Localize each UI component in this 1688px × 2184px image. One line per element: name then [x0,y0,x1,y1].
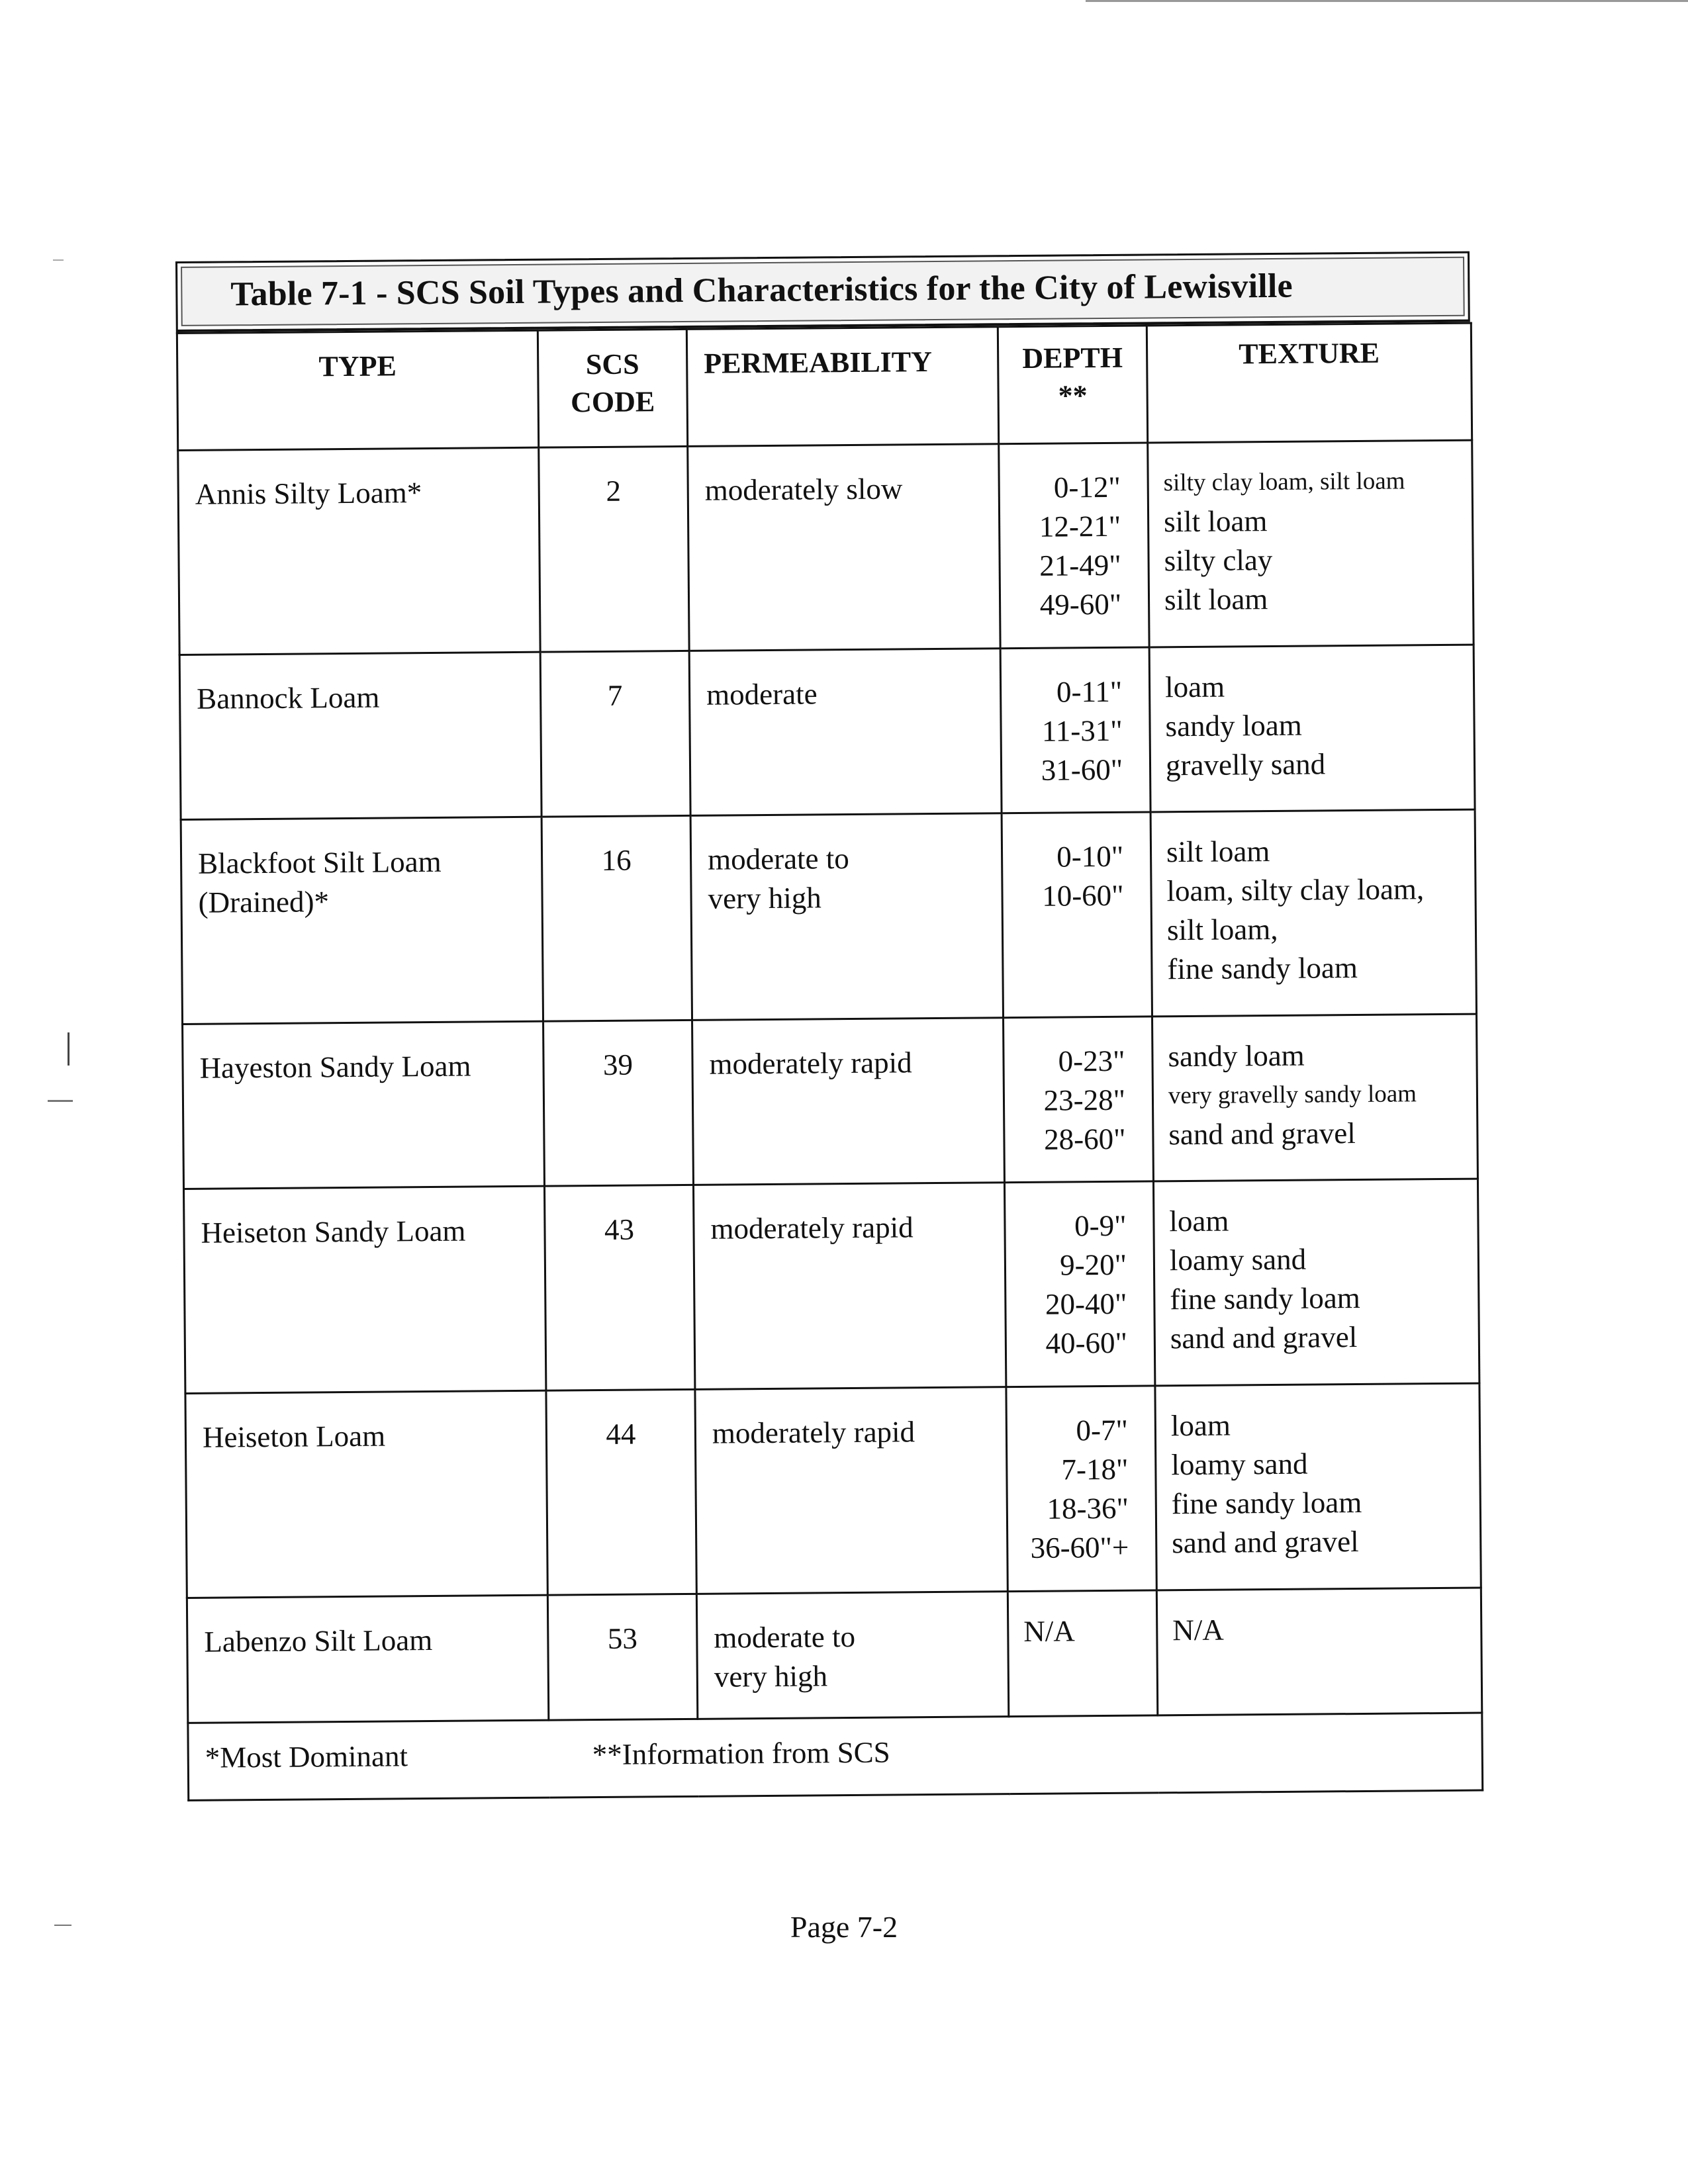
header-code-line1: SCS [585,347,639,381]
soil-type-cell-line: Annis Silty Loam* [195,476,422,511]
depth-cell [999,443,1149,649]
soil-type-cell [187,1595,548,1723]
depth-cell [1004,1181,1154,1387]
scan-margin-mark [68,1032,70,1066]
permeability-cell-line: moderately rapid [712,1415,915,1450]
depth-cell-line: 7-18" [1061,1452,1129,1486]
texture-cell-line: fine sandy loam [1167,951,1358,986]
page-number: Page 7-2 [790,1910,898,1944]
depth-cell-line: N/A [1023,1614,1075,1648]
footnote-cell [188,1713,1483,1800]
texture-cell-line: sand and gravel [1168,1116,1356,1152]
permeability-cell-line: moderate to [707,842,849,876]
texture-cell-line: loamy sand [1169,1242,1307,1277]
permeability-cell-line: moderate to [714,1619,856,1655]
depth-cell-line: 12-21" [1039,509,1121,543]
scs-code-cell: 53 [547,1594,697,1720]
soil-type-cell [184,1186,546,1393]
depth-cell-line: 0-12" [1053,470,1121,504]
table-body [178,440,1482,1723]
table-title: Table 7-1 - SCS Soil Types and Characteristics for the City of Lewisville [230,267,1293,314]
depth-cell-line: 0-9" [1074,1208,1127,1243]
texture-cell-line: loam [1170,1408,1231,1443]
scan-margin-mark [48,1100,73,1102]
depth-cell [1000,647,1150,813]
depth-cell [1006,1386,1156,1592]
header-code-line2: CODE [570,385,655,419]
texture-cell-line: silty clay loam, silt loam [1163,467,1405,497]
texture-cell-line: sand and gravel [1172,1525,1359,1560]
depth-cell [1002,812,1152,1018]
texture-cell-line: loam [1169,1204,1229,1238]
header-permeability: PERMEABILITY [686,327,998,447]
table-row [187,1588,1481,1723]
texture-cell-line: fine sandy loam [1170,1281,1360,1316]
soil-type-cell-line: Labenzo Silt Loam [204,1623,433,1659]
depth-cell-line: 0-23" [1058,1044,1125,1078]
soil-type-cell-line: Heiseton Sandy Loam [201,1214,466,1250]
permeability-cell [690,813,1003,1021]
depth-cell-line: 36-60"+ [1030,1530,1129,1565]
depth-cell-line: 0-7" [1076,1413,1129,1447]
depth-cell [1008,1590,1157,1717]
texture-cell [1153,1179,1479,1386]
texture-cell-line: N/A [1172,1613,1224,1647]
texture-cell-line: silt loam [1163,504,1268,539]
soil-type-cell [181,817,543,1024]
soil-type-cell-line: Hayeston Sandy Loam [199,1049,471,1085]
footnote-scs-info: **Information from SCS [592,1735,890,1772]
table-row [181,809,1476,1024]
scs-code-cell: 43 [544,1185,694,1390]
soil-table [176,322,1483,1801]
permeability-cell-line: very high [708,881,821,915]
footnote-most-dominant: *Most Dominant [205,1739,408,1774]
texture-cell [1148,440,1474,647]
texture-cell-line: silt loam, [1166,912,1278,947]
texture-cell [1152,1014,1478,1181]
scs-code-cell: 2 [539,446,689,652]
table-footnote-row [188,1713,1483,1800]
depth-cell-line: 18-36" [1047,1491,1129,1525]
texture-cell-line: loam, silty clay loam, [1166,872,1425,908]
texture-cell-line: loam [1164,670,1225,704]
texture-cell [1150,809,1476,1017]
table-row [185,1383,1481,1598]
permeability-cell [688,444,1000,651]
texture-cell-line: sandy loam [1168,1038,1305,1073]
table-row [183,1014,1478,1189]
header-depth [998,326,1147,444]
permeability-cell [696,1592,1008,1719]
depth-cell-line: 49-60" [1039,587,1122,621]
permeability-cell-line: very high [714,1659,828,1694]
soil-type-cell-line: Blackfoot Silt Loam [197,844,442,880]
soil-type-cell-line: Heiseton Loam [202,1419,386,1454]
scan-margin-mark [53,259,64,261]
header-texture: TEXTURE [1147,323,1472,443]
permeability-cell [693,1183,1006,1390]
depth-cell-line: 23-28" [1043,1083,1126,1117]
scan-edge-line [1086,0,1688,2]
header-type: TYPE [177,330,538,450]
permeability-cell [695,1387,1008,1594]
texture-cell-line: loamy sand [1171,1447,1308,1482]
permeability-cell [692,1018,1005,1185]
texture-cell-line: silt loam [1164,582,1268,617]
soil-type-cell-line: (Drained)* [198,885,330,919]
soil-type-cell-line: Bannock Loam [196,680,380,715]
permeability-cell [689,649,1002,816]
table-title-bar [175,251,1470,332]
depth-cell-line: 0-10" [1056,839,1124,874]
texture-cell-line: fine sandy loam [1171,1485,1362,1521]
soil-type-cell [179,652,541,819]
scs-code-cell: 16 [541,815,692,1021]
table-row [178,440,1474,655]
table-row [179,645,1475,819]
texture-cell [1149,645,1475,812]
texture-cell-line: silty clay [1164,543,1273,578]
soil-type-cell [178,447,540,655]
scs-code-cell: 7 [540,651,690,817]
depth-cell-line: 20-40" [1045,1287,1127,1321]
texture-cell [1156,1588,1481,1715]
depth-cell-line: 9-20" [1059,1248,1127,1282]
depth-cell-line: 11-31" [1041,713,1123,748]
scs-code-cell: 39 [543,1020,694,1186]
depth-cell-line: 10-60" [1042,878,1124,913]
texture-cell-line: gravelly sand [1165,747,1326,782]
soil-type-cell [185,1390,547,1598]
depth-cell-line: 21-49" [1039,548,1121,582]
texture-cell-line: sandy loam [1165,708,1302,743]
header-depth-line1: DEPTH [1022,341,1123,375]
header-scs-code [538,329,687,447]
permeability-cell-line: moderately rapid [709,1046,912,1081]
texture-cell-line: silt loam [1166,835,1270,869]
texture-cell-line: very gravelly sandy loam [1168,1080,1417,1110]
depth-cell-line: 31-60" [1041,752,1123,787]
texture-cell-line: sand and gravel [1170,1320,1358,1355]
depth-cell-line: 28-60" [1043,1122,1126,1156]
permeability-cell-line: moderately slow [704,472,903,507]
scs-code-cell: 44 [546,1389,696,1595]
soil-type-cell [183,1021,545,1189]
soil-table-container [175,251,1481,1801]
permeability-cell-line: moderately rapid [710,1210,914,1246]
table-header-row [177,323,1472,450]
depth-cell-line: 0-11" [1056,674,1123,709]
depth-cell [1004,1017,1154,1183]
texture-cell [1155,1383,1481,1590]
permeability-cell-line: moderate [706,677,818,711]
table-row [184,1179,1479,1393]
header-depth-line2: ** [1058,379,1088,412]
depth-cell-line: 40-60" [1045,1326,1128,1360]
